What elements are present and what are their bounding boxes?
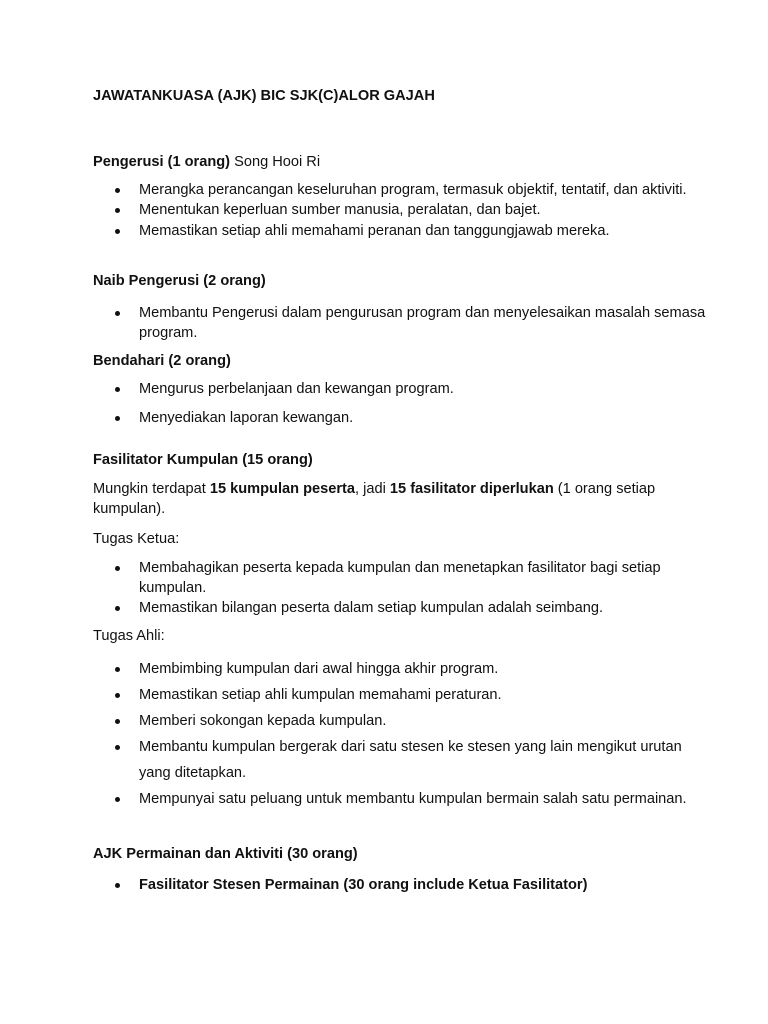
bendahari-heading-label: Bendahari (2 orang) [93,353,231,369]
list-item: Mempunyai satu peluang untuk membantu kumpulan bermain salah satu permainan. [93,786,708,812]
list-item: Menyediakan laporan kewangan. [93,408,708,428]
ajk-permainan-list [93,875,708,895]
list-item: Memastikan setiap ahli memahami peranan dan tanggungjawab mereka. [93,221,708,241]
pengerusi-name: Song Hooi Ri [230,154,321,171]
list-item: Memberi sokongan kepada kumpulan. [93,708,708,734]
list-item: Membimbing kumpulan dari awal hingga akhir program. [93,656,708,682]
section-heading-fasilitator [93,450,708,470]
tugas-ketua-list [93,558,708,618]
list-item: Merangka perancangan keseluruhan program, termasuk objektif, tentatif, dan aktiviti. [93,180,708,200]
tugas-ahli-label: Tugas Ahli: [93,628,165,645]
document-title: JAWATANKUASA (AJK) BIC SJK(C)ALOR GAJAH [93,88,435,104]
intro-text-3: , jadi [355,480,390,497]
naib-pengerusi-heading-label: Naib Pengerusi (2 orang) [93,272,266,289]
list-item: Mengurus perbelanjaan dan kewangan program. [93,379,708,399]
pengerusi-list [93,180,708,240]
ajk-permainan-heading-label: AJK Permainan dan Aktiviti (30 orang) [93,846,358,863]
list-item: Membahagikan peserta kepada kumpulan dan menetapkan fasilitator bagi setiap kumpulan. [93,558,708,598]
intro-fasilitator-count: 15 fasilitator diperlukan [389,480,554,497]
fasilitator-heading-label: Fasilitator Kumpulan (15 orang) [93,452,313,469]
section-heading-bendahari [93,351,708,371]
tugas-ahli-list [93,656,708,812]
section-heading-pengerusi [93,152,708,172]
list-item: Membantu kumpulan bergerak dari satu stesen ke stesen yang lain mengikut urutan yang ditetapkan. [93,734,708,786]
list-item: Fasilitator Stesen Permainan (30 orang include Ketua Fasilitator) [93,875,708,895]
section-heading-ajk-permainan [93,844,708,864]
intro-kumpulan-count: 15 kumpulan peserta [209,480,356,497]
naib-pengerusi-list [93,303,708,343]
list-item: Menentukan keperluan sumber manusia, peralatan, dan bajet. [93,200,708,220]
tugas-ketua-label: Tugas Ketua: [93,530,180,547]
list-item: Memastikan bilangan peserta dalam setiap kumpulan adalah seimbang. [93,598,708,618]
intro-text-1: Mungkin terdapat [93,480,210,497]
section-heading-naib-pengerusi [93,271,708,291]
intro-text-5: (1 orang setiap kumpulan). [93,480,656,517]
pengerusi-heading-label: Pengerusi (1 orang) [93,154,231,171]
list-item: Membantu Pengerusi dalam pengurusan program dan menyelesaikan masalah semasa program. [93,303,708,343]
bendahari-list [93,379,708,428]
fasilitator-intro [93,479,708,519]
list-item: Memastikan setiap ahli kumpulan memahami peraturan. [93,682,708,708]
